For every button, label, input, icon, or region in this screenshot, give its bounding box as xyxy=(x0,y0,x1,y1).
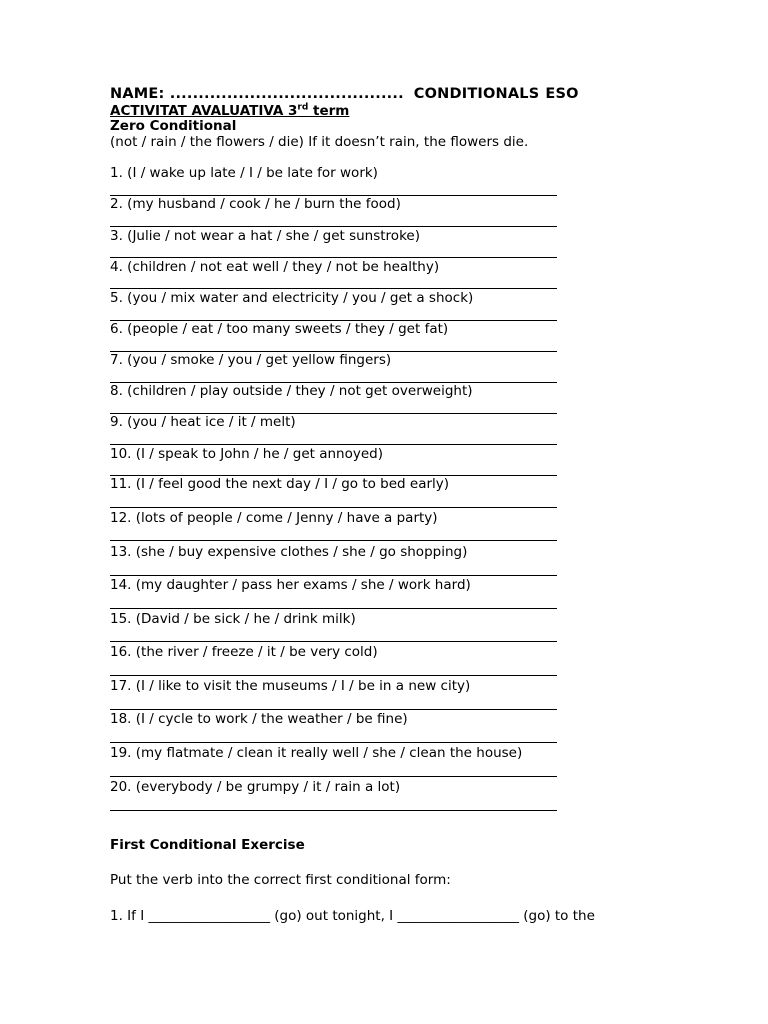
answer-line[interactable] xyxy=(110,540,557,541)
section-heading-zero-conditional: Zero Conditional xyxy=(110,118,237,134)
exercise-item: 6. (people / eat / too many sweets / they / get fat) xyxy=(110,321,449,337)
worksheet-header xyxy=(110,86,579,102)
exercise-item: 12. (lots of people / come / Jenny / have a party) xyxy=(110,510,438,526)
exercise-item: 16. (the river / freeze / it / be very cold) xyxy=(110,644,378,660)
answer-line[interactable] xyxy=(110,810,557,811)
answer-line[interactable] xyxy=(110,709,557,710)
first-conditional-item: 1. If I __________________ (go) out tonight, I __________________ (go) to the xyxy=(110,908,595,924)
exercise-item: 5. (you / mix water and electricity / you / get a shock) xyxy=(110,290,474,306)
answer-line[interactable] xyxy=(110,444,557,445)
answer-line[interactable] xyxy=(110,288,557,289)
answer-line[interactable] xyxy=(110,742,557,743)
exercise-item: 19. (my flatmate / clean it really well / she / clean the house) xyxy=(110,745,523,761)
exercise-item: 17. (I / like to visit the museums / I / be in a new city) xyxy=(110,678,471,694)
exercise-item: 10. (I / speak to John / he / get annoyed) xyxy=(110,446,383,462)
exercise-item: 14. (my daughter / pass her exams / she / work hard) xyxy=(110,577,471,593)
answer-line[interactable] xyxy=(110,675,557,676)
exercise-item: 1. (I / wake up late / I / be late for work) xyxy=(110,165,378,181)
subtitle-superscript: rd xyxy=(297,102,309,113)
exercise-item: 8. (children / play outside / they / not get overweight) xyxy=(110,383,473,399)
exercise-item: 11. (I / feel good the next day / I / go to bed early) xyxy=(110,476,450,492)
name-field-label: NAME: ......................................... xyxy=(110,86,404,102)
subtitle-main: ACTIVITAT AVALUATIVA 3 xyxy=(110,103,298,119)
exercise-item: 9. (you / heat ice / it / melt) xyxy=(110,414,296,430)
answer-line[interactable] xyxy=(110,575,557,576)
worksheet-title: CONDITIONALS xyxy=(413,86,540,102)
exercise-item: 7. (you / smoke / you / get yellow fingers) xyxy=(110,352,392,368)
activity-subtitle xyxy=(110,103,349,119)
exercise-item: 20. (everybody / be grumpy / it / rain a lot) xyxy=(110,779,401,795)
answer-line[interactable] xyxy=(110,507,557,508)
subtitle-tail: term xyxy=(308,103,350,119)
exercise-item: 18. (I / cycle to work / the weather / be fine) xyxy=(110,711,408,727)
worksheet-level: ESO xyxy=(545,86,579,102)
exercise-item: 13. (she / buy expensive clothes / she / go shopping) xyxy=(110,544,468,560)
instruction-text: Put the verb into the correct first conditional form: xyxy=(110,872,451,888)
exercise-item: 2. (my husband / cook / he / burn the food) xyxy=(110,196,401,212)
section-heading-first-conditional: First Conditional Exercise xyxy=(110,837,305,853)
exercise-item: 3. (Julie / not wear a hat / she / get sunstroke) xyxy=(110,228,420,244)
answer-line[interactable] xyxy=(110,776,557,777)
example-sentence: (not / rain / the flowers / die) If it doesn’t rain, the flowers die. xyxy=(110,134,529,150)
exercise-item: 4. (children / not eat well / they / not be healthy) xyxy=(110,259,440,275)
answer-line[interactable] xyxy=(110,608,557,609)
answer-line[interactable] xyxy=(110,641,557,642)
exercise-item: 15. (David / be sick / he / drink milk) xyxy=(110,611,356,627)
answer-line[interactable] xyxy=(110,226,557,227)
answer-line[interactable] xyxy=(110,257,557,258)
